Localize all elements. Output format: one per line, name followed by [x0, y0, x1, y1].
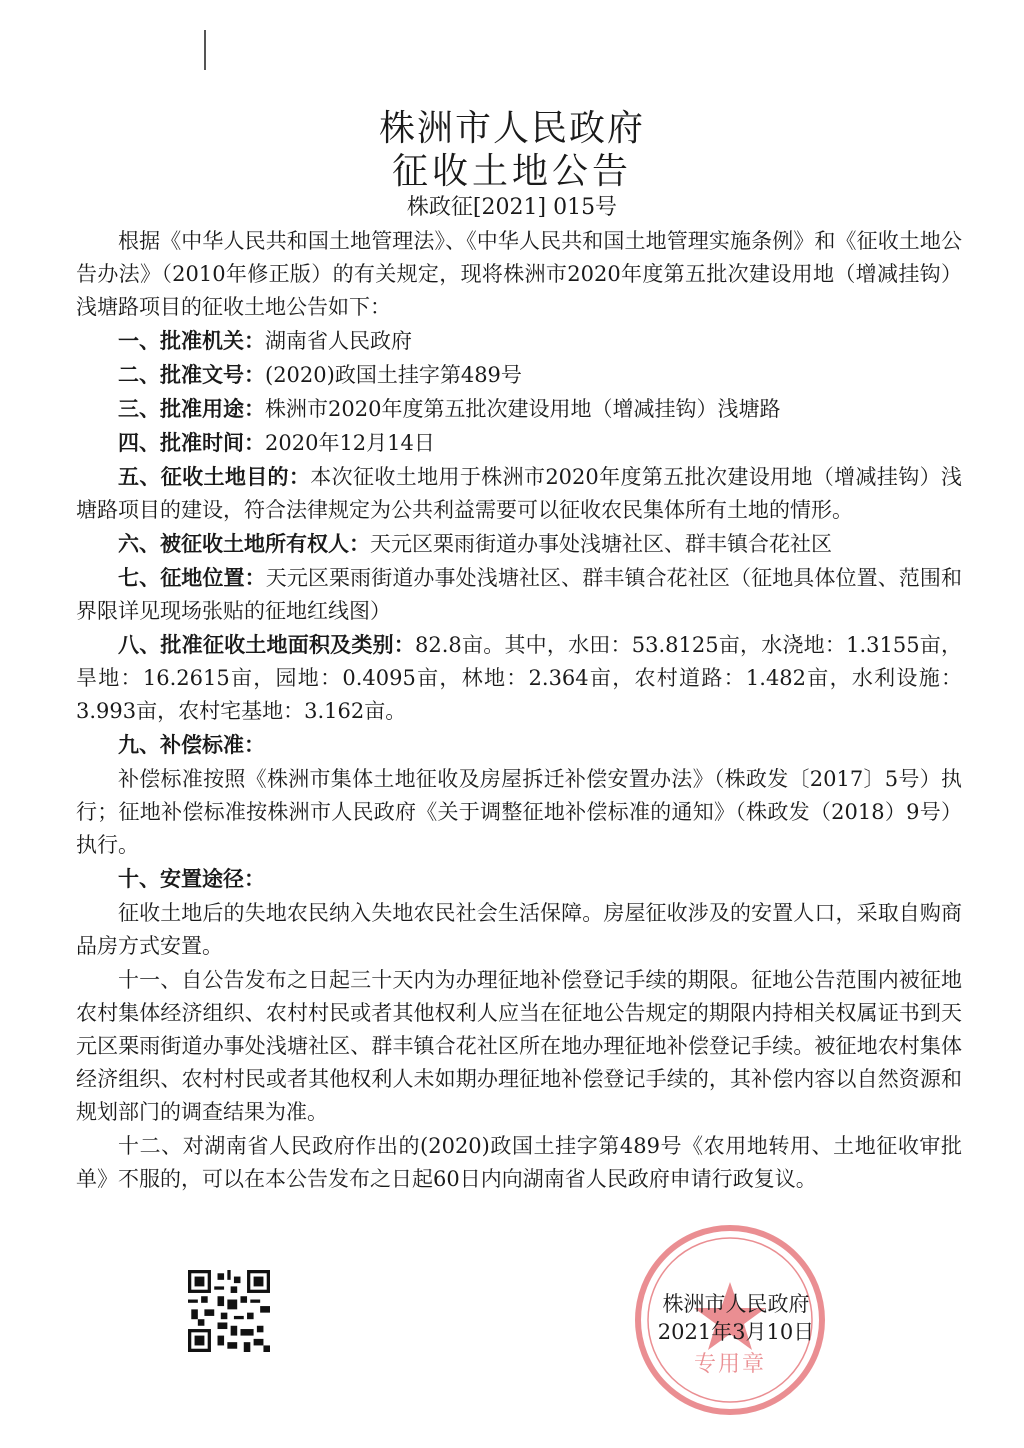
- paragraph-13: 十一、自公告发布之日起三十天内为办理征地补偿登记手续的期限。征地公告范围内被征地农村集体经济组织、农村村民或者其他权利人应当在征地公告规定的期限内持相关权属证书到天元区栗雨街道办事处浅塘社区、群丰镇合花社区所在地办理征地补偿登记手续。被征地农村集体经济组织、农村村民或者其他权利人未如期办理征地补偿登记手续的，其补偿内容以自然资源和规划部门的调查结果为准。: [76, 968, 962, 1124]
- document-body: [76, 224, 962, 1196]
- paragraph-14: 十二、对湖南省人民政府作出的(2020)政国土挂字第489号《农用地转用、土地征收审批单》不服的，可以在本公告发布之日起60日内向湖南省人民政府申请行政复议。: [76, 1134, 962, 1191]
- paragraph-0: 根据《中华人民共和国土地管理法》、《中华人民共和国土地管理实施条例》和《征收土地公告办法》（2010年修正版）的有关规定，现将株洲市2020年度第五批次建设用地（增减挂钩）浅塘路项目的征收土地公告如下：: [76, 229, 962, 319]
- scan-artifact: [204, 30, 206, 70]
- paragraph-1: 一、批准机关：湖南省人民政府: [118, 328, 412, 353]
- signature-block: [636, 1290, 836, 1346]
- issuer-name: 株洲市人民政府: [662, 1292, 810, 1316]
- paragraph-7: 七、征地位置：天元区栗雨街道办事处浅塘社区、群丰镇合花社区（征地具体位置、范围和界限详见现场张贴的征地红线图）: [76, 565, 962, 623]
- title-line-2: 征收土地公告: [391, 151, 632, 192]
- paragraph-6: 六、被征收土地所有权人：天元区栗雨街道办事处浅塘社区、群丰镇合花社区: [118, 531, 832, 556]
- paragraph-4: 四、批准时间：2020年12月14日: [118, 430, 435, 455]
- seal-text: 专用章: [693, 1352, 766, 1377]
- qr-code-icon: [188, 1270, 270, 1352]
- paragraph-11: 十、安置途径：: [118, 866, 265, 891]
- paragraph-5: 五、征收土地目的：本次征收土地用于株洲市2020年度第五批次建设用地（增减挂钩）浅塘路项目的建设，符合法律规定为公共利益需要可以征收农民集体所有土地的情形。: [76, 464, 962, 522]
- paragraph-9: 九、补偿标准：: [118, 732, 265, 757]
- issue-date: 2021年3月10日: [657, 1320, 815, 1344]
- paragraph-12: 征收土地后的失地农民纳入失地农民社会生活保障。房屋征收涉及的安置人口，采取自购商品房方式安置。: [76, 901, 962, 958]
- paragraph-10: 补偿标准按照《株洲市集体土地征收及房屋拆迁补偿安置办法》（株政发〔2017〕5号）执行；征地补偿标准按株洲市人民政府《关于调整征地补偿标准的通知》（株政发（2018）9号）执行。: [76, 767, 962, 857]
- paragraph-3: 三、批准用途：株洲市2020年度第五批次建设用地（增减挂钩）浅塘路: [118, 396, 781, 421]
- paragraph-8: 八、批准征收土地面积及类别：82.8亩。其中，水田：53.8125亩，水浇地：1.3155亩，旱地：16.2615亩，园地：0.4095亩，林地：2.364亩，农村道路：1.482亩，水利设施：3.993亩，农村宅基地：3.162亩。: [76, 632, 963, 723]
- title-line-1: 株洲市人民政府: [378, 108, 645, 149]
- paragraph-2: 二、批准文号：(2020)政国土挂字第489号: [118, 362, 522, 387]
- document-number: 株政征[2021] 015号: [406, 195, 618, 220]
